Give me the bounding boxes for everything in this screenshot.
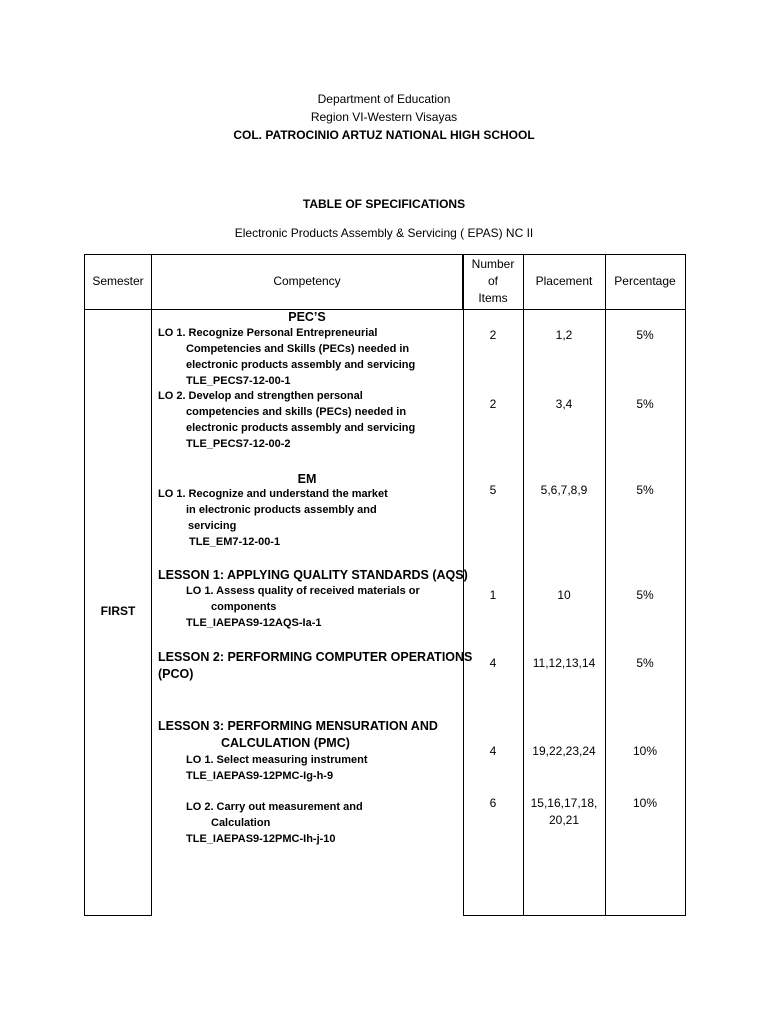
placement-cell: 10 xyxy=(557,588,571,602)
section-pco: LESSON 2: PERFORMING COMPUTER OPERATIONS xyxy=(158,650,473,664)
items-cell: 5 xyxy=(489,483,497,497)
pec-lo2-line2: competencies and skills (PECs) needed in xyxy=(186,406,407,418)
aqs-lo1-code: TLE_IAEPAS9-12AQS-Ia-1 xyxy=(186,617,322,629)
items-cell: 4 xyxy=(489,744,497,758)
department-name: Department of Education xyxy=(317,92,451,106)
placement-cell-line2: 20,21 xyxy=(548,813,580,827)
placement-cell: 5,6,7,8,9 xyxy=(540,483,588,497)
pec-lo2-line3: electronic products assembly and servicing xyxy=(186,422,416,434)
document-title: TABLE OF SPECIFICATIONS xyxy=(302,197,466,211)
aqs-lo1: LO 1. Assess quality of received materials or xyxy=(186,585,420,597)
region-name: Region VI-Western Visayas xyxy=(310,110,458,124)
items-cell: 1 xyxy=(489,588,497,602)
section-em: EM xyxy=(297,472,317,486)
pec-lo2-code: TLE_PECS7-12-00-2 xyxy=(186,438,291,450)
section-pecs: PEC’S xyxy=(288,310,326,324)
items-cell: 4 xyxy=(489,656,497,670)
percentage-cell: 5% xyxy=(636,328,654,342)
section-pmc: LESSON 3: PERFORMING MENSURATION AND xyxy=(158,719,438,733)
items-cell: 2 xyxy=(489,328,497,342)
pmc-lo2: LO 2. Carry out measurement and xyxy=(186,801,363,813)
pec-lo1-code: TLE_PECS7-12-00-1 xyxy=(186,375,291,387)
pmc-lo2-code: TLE_IAEPAS9-12PMC-Ih-j-10 xyxy=(186,833,336,845)
pec-lo1-line3: electronic products assembly and servicing xyxy=(186,359,416,371)
percentage-cell: 5% xyxy=(636,588,654,602)
items-cell: 6 xyxy=(489,796,497,810)
placement-cell: 1,2 xyxy=(555,328,573,342)
document-subtitle: Electronic Products Assembly & Servicing ( EPAS) NC II xyxy=(234,226,534,240)
placement-cell: 15,16,17,18, xyxy=(530,796,598,810)
items-cell: 2 xyxy=(489,397,497,411)
pmc-lo2-line2: Calculation xyxy=(211,817,271,829)
pec-lo1-line2: Competencies and Skills (PECs) needed in xyxy=(186,343,410,355)
section-pco-line2: (PCO) xyxy=(158,667,194,681)
em-lo1: LO 1. Recognize and understand the market xyxy=(158,488,388,500)
aqs-lo1-line2: components xyxy=(211,601,277,613)
placement-cell: 11,12,13,14 xyxy=(532,656,596,670)
pmc-lo1-code: TLE_IAEPAS9-12PMC-Ig-h-9 xyxy=(186,770,334,782)
percentage-cell: 5% xyxy=(636,483,654,497)
section-aqs: LESSON 1: APPLYING QUALITY STANDARDS (AQS) xyxy=(158,568,468,582)
section-pmc-line2: CALCULATION (PMC) xyxy=(221,736,350,750)
em-lo1-line2: in electronic products assembly and xyxy=(186,504,377,516)
pec-lo1: LO 1. Recognize Personal Entrepreneurial xyxy=(158,327,378,339)
pec-lo2: LO 2. Develop and strengthen personal xyxy=(158,390,363,402)
school-name: COL. PATROCINIO ARTUZ NATIONAL HIGH SCHOOL xyxy=(233,128,535,142)
percentage-cell: 10% xyxy=(632,796,658,810)
pmc-lo1: LO 1. Select measuring instrument xyxy=(186,754,368,766)
header-number: Number xyxy=(471,257,515,271)
placement-cell: 3,4 xyxy=(555,397,573,411)
header-placement: Placement xyxy=(535,274,593,288)
header-competency: Competency xyxy=(273,274,341,288)
header-of: of xyxy=(487,274,498,288)
em-lo1-line3: servicing xyxy=(188,520,237,532)
placement-cell: 19,22,23,24 xyxy=(532,744,596,758)
header-semester: Semester xyxy=(92,274,144,288)
header-percentage: Percentage xyxy=(614,274,676,288)
percentage-cell: 5% xyxy=(636,656,654,670)
semester-value: FIRST xyxy=(100,604,136,618)
percentage-cell: 10% xyxy=(632,744,658,758)
percentage-cell: 5% xyxy=(636,397,654,411)
header-items: Items xyxy=(478,291,508,305)
em-lo1-code: TLE_EM7-12-00-1 xyxy=(189,536,281,548)
